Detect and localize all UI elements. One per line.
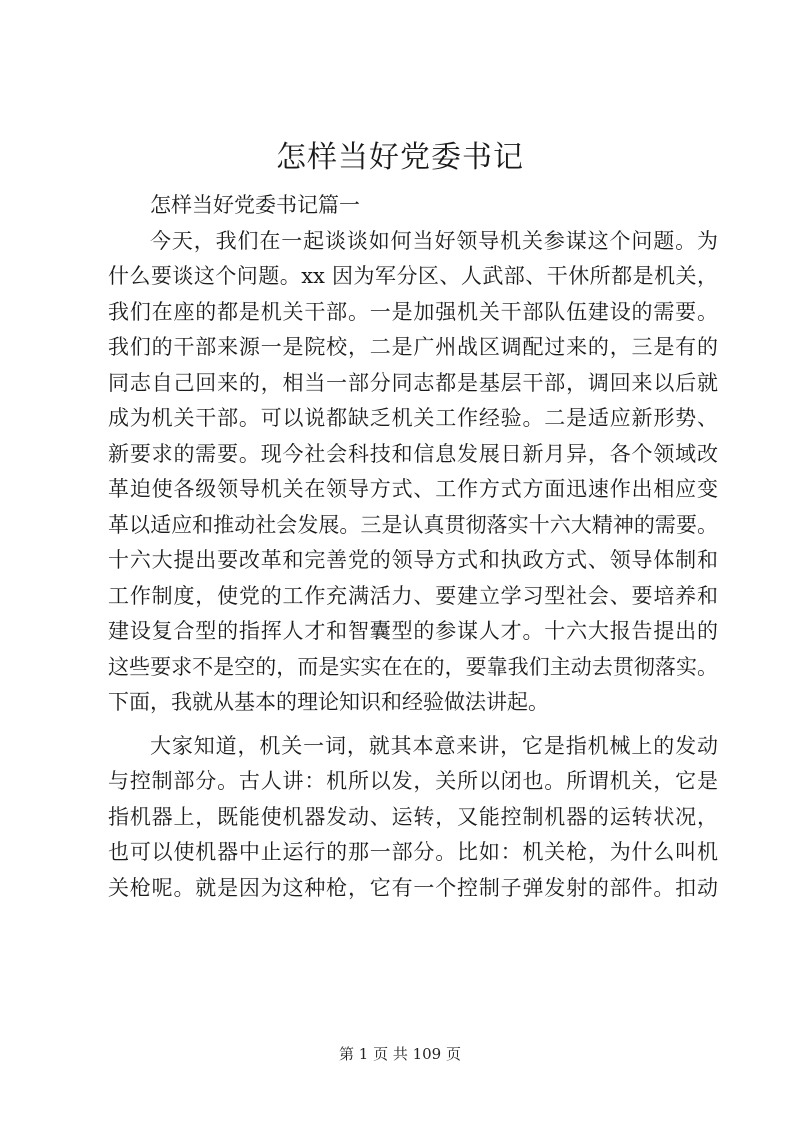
text-line: 成为机关干部。可以说都缺乏机关工作经验。二是适应新形势、 xyxy=(108,406,718,430)
text-line: 大家知道，机关一词，就其本意来讲，它是指机械上的发动 xyxy=(150,733,718,758)
text-line: 下面，我就从基本的理论知识和经验做法讲起。 xyxy=(108,690,549,714)
text-line: 什么要谈这个问题。xx 因为军分区、人武部、干休所都是机关， xyxy=(108,264,718,288)
text-line: 这些要求不是空的，而是实实在在的，要靠我们主动去贯彻落实。 xyxy=(108,654,718,679)
text-line: 建设复合型的指挥人才和智囊型的参谋人才。十六大报告提出的 xyxy=(108,619,718,643)
page-number-footer: 第 1 页 共 109 页 xyxy=(338,1045,461,1063)
text-line: 指机器上，既能使机器发动、运转，又能控制机器的运转状况， xyxy=(108,804,718,829)
text-line: 今天，我们在一起谈谈如何当好领导机关参谋这个问题。为 xyxy=(150,228,718,253)
text-line: 革以适应和推动社会发展。三是认真贯彻落实十六大精神的需要。 xyxy=(108,512,718,537)
text-line: 我们的干部来源一是院校，二是广州战区调配过来的，三是有的 xyxy=(108,335,718,359)
text-line: 革迫使各级领导机关在领导方式、工作方式方面迅速作出相应变 xyxy=(108,477,718,501)
text-line: 同志自己回来的，相当一部分同志都是基层干部，调回来以后就 xyxy=(108,370,718,395)
paragraph-2 xyxy=(108,729,718,907)
paragraph-1 xyxy=(108,224,718,721)
document-body xyxy=(108,188,718,906)
text-line: 我们在座的都是机关干部。一是加强机关干部队伍建设的需要。 xyxy=(108,299,718,324)
section-heading: 怎样当好党委书记篇一 xyxy=(150,193,360,217)
document-title: 怎样当好党委书记 xyxy=(276,140,524,175)
text-line: 新要求的需要。现今社会科技和信息发展日新月异，各个领域改 xyxy=(108,441,718,466)
paragraph-spacer xyxy=(108,721,718,729)
text-line: 与控制部分。古人讲：机所以发，关所以闭也。所谓机关，它是 xyxy=(108,769,718,793)
text-line: 也可以使机器中止运行的那一部分。比如：机关枪，为什么叫机 xyxy=(108,840,718,864)
text-line: 十六大提出要改革和完善党的领导方式和执政方式、领导体制和 xyxy=(108,548,718,572)
text-line: 工作制度，使党的工作充满活力、要建立学习型社会、要培养和 xyxy=(108,583,718,608)
text-line: 关枪呢。就是因为这种枪，它有一个控制子弹发射的部件。扣动 xyxy=(108,875,718,900)
